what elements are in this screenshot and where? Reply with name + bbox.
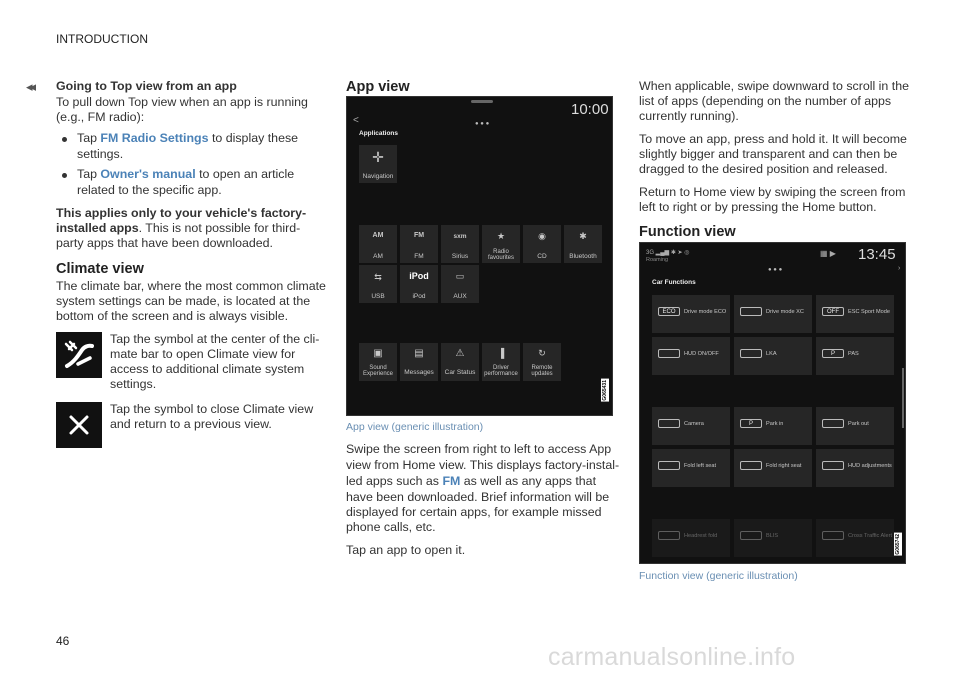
pull-handle [471, 100, 493, 103]
function-label: HUD ON/OFF [684, 351, 719, 357]
function-tile[interactable] [734, 449, 812, 487]
update-icon: ↻ [538, 348, 546, 358]
climate-view-heading: Climate view [56, 261, 144, 277]
climate-paragraph: system settings can be made, is located at the [56, 294, 311, 308]
function-icon [822, 531, 844, 540]
function-label: LKA [766, 351, 777, 357]
move-app-paragraph: dragged to the desired position and released. [639, 162, 888, 176]
page-number: 46 [56, 634, 70, 648]
chevron-right-icon[interactable]: › [898, 265, 901, 272]
function-label: Drive mode XC [766, 309, 804, 315]
bullet-owners-manual [77, 167, 294, 183]
function-tile[interactable] [816, 449, 894, 487]
fm-icon: FM [413, 232, 425, 239]
app-label: Sirius [451, 253, 469, 260]
status-bar: 3G ▂▄▆ ✱ ➤ ◎ [646, 250, 690, 256]
function-tile[interactable] [734, 407, 812, 445]
function-tile[interactable] [652, 449, 730, 487]
app-label: Remote updates [531, 365, 553, 377]
app-label: Car Status [444, 369, 476, 376]
fm-link[interactable]: FM [442, 474, 461, 488]
app-view-paragraph: view from Home view. This displays factory-instal- [346, 458, 620, 472]
climate-fan-icon [56, 332, 102, 378]
app-tile-driver-performance[interactable] [482, 343, 520, 381]
note-line: party apps that have been downloaded. [56, 236, 273, 250]
function-label: Drive mode ECO [684, 309, 727, 315]
app-view-caption: App view (generic illustration) [346, 421, 484, 433]
app-label: AUX [453, 293, 467, 300]
bullet-text: Tap [77, 131, 101, 145]
app-tile-radio-favourites[interactable] [482, 225, 520, 263]
app-tile-messages[interactable] [400, 343, 438, 381]
app-view-paragraph [346, 474, 596, 490]
move-app-paragraph: slightly bigger and transparent and can then be [639, 147, 898, 161]
paragraph-text: led apps such as [346, 474, 443, 488]
top-view-intro-line: (e.g., FM radio): [56, 110, 145, 124]
scroll-paragraph: When applicable, swipe downward to scroll in the [639, 79, 909, 93]
app-tile-bluetooth[interactable] [564, 225, 602, 263]
note-bold: installed apps [56, 221, 139, 235]
applications-title: Applications [359, 130, 399, 137]
clock: 10:00 [571, 101, 609, 118]
app-tile-usb[interactable] [359, 265, 397, 303]
function-label: Headrest fold [684, 533, 718, 539]
signal-label: 3G [646, 250, 655, 256]
app-tile-sound-experience[interactable] [359, 343, 397, 381]
app-view-paragraph: Swipe the screen from right to left to access App [346, 442, 612, 456]
function-icon [740, 531, 762, 540]
climate-paragraph: The climate bar, where the most common climate [56, 279, 326, 293]
function-view-caption: Function view (generic illustration) [639, 570, 798, 582]
app-tile-sirius[interactable] [441, 225, 479, 263]
function-icon [740, 461, 762, 470]
icon-desc-line: Tap the symbol to close Climate view [110, 402, 314, 416]
owners-manual-link[interactable]: Owner's manual [100, 167, 196, 181]
ipod-icon: iPod [409, 271, 429, 281]
function-view-illustration [639, 242, 906, 564]
function-icon: ECO [658, 307, 680, 316]
function-icon [658, 461, 680, 470]
fm-radio-settings-link[interactable]: FM Radio Settings [100, 131, 209, 145]
bullet-fm-settings [77, 131, 298, 147]
note-text: . This is not possible for third- [138, 221, 301, 235]
app-view-paragraph: have been downloaded. Brief information will be [346, 490, 610, 504]
scrollbar[interactable] [902, 368, 904, 428]
app-tile-remote-updates[interactable] [523, 343, 561, 381]
app-label: iPod [412, 293, 426, 300]
page-dots: ● ● ● [475, 121, 490, 127]
function-label: HUD adjustments [848, 463, 892, 469]
app-view-paragraph: phone calls, etc. [346, 520, 436, 534]
app-label: Radio favourites [487, 249, 514, 261]
bullet-dot [62, 137, 67, 142]
app-label: Sound Experience [362, 365, 394, 377]
status-icons: ▦ ▶ [820, 249, 836, 258]
function-icon: P [822, 349, 844, 358]
icon-desc-line: Tap the symbol at the center of the cli- [110, 332, 320, 346]
function-tile[interactable] [734, 519, 812, 557]
function-tile[interactable] [816, 519, 894, 557]
page-dots: ● ● ● [768, 267, 783, 273]
running-header: INTRODUCTION [56, 32, 148, 46]
function-label: Park in [766, 421, 784, 427]
function-tile[interactable] [816, 407, 894, 445]
function-label: Cross Traffic Alert [848, 533, 893, 539]
note-line [56, 221, 300, 237]
function-label: ESC Sport Mode [848, 309, 890, 315]
function-icon [658, 531, 680, 540]
function-label: Fold right seat [766, 463, 802, 469]
clock: 13:45 [858, 246, 896, 263]
watermark: carmanualsonline.info [548, 643, 796, 671]
app-tile-am[interactable] [359, 225, 397, 263]
roaming-label: Roaming [646, 257, 669, 263]
app-view-paragraph: displayed for certain apps, for example missed [346, 505, 602, 519]
function-icon [822, 419, 844, 428]
home-paragraph: left to right or by pressing the Home button. [639, 200, 877, 214]
top-view-intro-line: To pull down Top view when an app is running [56, 95, 308, 109]
app-label: AM [373, 253, 383, 260]
performance-icon: ▐ [497, 348, 505, 358]
bullet-dot [62, 173, 67, 178]
bullet-text: to display these [208, 131, 299, 145]
am-icon: AM [372, 232, 384, 239]
app-label: Messages [404, 369, 434, 376]
top-view-heading: Going to Top view from an app [56, 79, 237, 93]
app-tile-aux[interactable] [441, 265, 479, 303]
icon-desc-line: settings. [110, 377, 157, 391]
app-label: Navigation [362, 173, 394, 180]
icon-desc-line: mate bar to open Climate view for [110, 347, 296, 361]
bullet-fm-settings-cont: settings. [77, 147, 124, 161]
app-tile-cd[interactable] [523, 225, 561, 263]
app-view-illustration [346, 96, 613, 416]
cd-icon: ◉ [538, 231, 546, 241]
function-icon [658, 419, 680, 428]
function-label: Camera [684, 421, 704, 427]
function-icon: OFF [822, 307, 844, 316]
icon-desc-line: and return to a previous view. [110, 417, 272, 431]
bluetooth-icon: ✱ [579, 231, 587, 241]
app-label: Driver performance [484, 365, 518, 377]
scroll-paragraph: currently running). [639, 109, 739, 123]
scroll-paragraph: list of apps (depending on the number of apps [639, 94, 892, 108]
app-tile-car-status[interactable] [441, 343, 479, 381]
app-label: USB [371, 293, 385, 300]
app-tile-fm[interactable] [400, 225, 438, 263]
climate-paragraph: bottom of the screen and is always visible. [56, 309, 289, 323]
function-icon [740, 349, 762, 358]
back-arrow-icon[interactable]: < [353, 115, 359, 126]
paragraph-text: as well as any apps that [460, 474, 597, 488]
messages-icon: ▤ [414, 348, 424, 359]
function-tile[interactable] [652, 337, 730, 375]
aux-icon: ▭ [455, 271, 465, 281]
function-label: BLIS [766, 533, 779, 539]
illustration-id: G065431 [602, 380, 608, 401]
app-label: FM [414, 253, 424, 260]
function-icon [740, 307, 762, 316]
car-functions-title: Car Functions [652, 279, 696, 286]
app-view-paragraph: Tap an app to open it. [346, 543, 466, 557]
app-label: Bluetooth [569, 253, 597, 260]
navigation-icon: ✛ [372, 149, 384, 165]
function-tile[interactable] [652, 519, 730, 557]
speaker-icon: ▣ [373, 348, 383, 359]
function-tile[interactable] [816, 337, 894, 375]
function-tile[interactable] [734, 337, 812, 375]
icon-desc-line: access to additional climate system [110, 362, 305, 376]
warning-icon: ⚠ [455, 348, 465, 359]
sirius-icon: sxm [453, 233, 467, 240]
function-tile[interactable] [734, 295, 812, 333]
close-icon [56, 402, 102, 448]
previous-page-marker[interactable]: ◂◂ [26, 79, 34, 94]
function-label: Fold left seat [684, 463, 717, 469]
app-tile-ipod[interactable] [400, 265, 438, 303]
function-tile[interactable] [816, 295, 894, 333]
function-view-heading: Function view [639, 224, 736, 240]
star-icon: ★ [496, 231, 506, 241]
function-label: Park out [848, 421, 869, 427]
bullet-text: Tap [77, 167, 101, 181]
function-icon: P [740, 419, 762, 428]
function-tile[interactable] [652, 295, 730, 333]
home-paragraph: Return to Home view by swiping the screen from [639, 185, 906, 199]
app-tile-navigation[interactable] [359, 145, 397, 183]
function-tile[interactable] [652, 407, 730, 445]
note-line: This applies only to your vehicle's factory- [56, 206, 307, 220]
function-label: PAS [848, 351, 859, 357]
usb-icon: ⇆ [374, 272, 382, 282]
illustration-id: G065742 [895, 534, 901, 555]
bullet-owners-manual-cont: related to the specific app. [77, 183, 222, 197]
function-icon [822, 461, 844, 470]
app-label: CD [537, 253, 547, 260]
function-icon [658, 349, 680, 358]
app-view-heading: App view [346, 79, 410, 95]
move-app-paragraph: To move an app, press and hold it. It will become [639, 132, 907, 146]
bullet-text: to open an article [195, 167, 295, 181]
